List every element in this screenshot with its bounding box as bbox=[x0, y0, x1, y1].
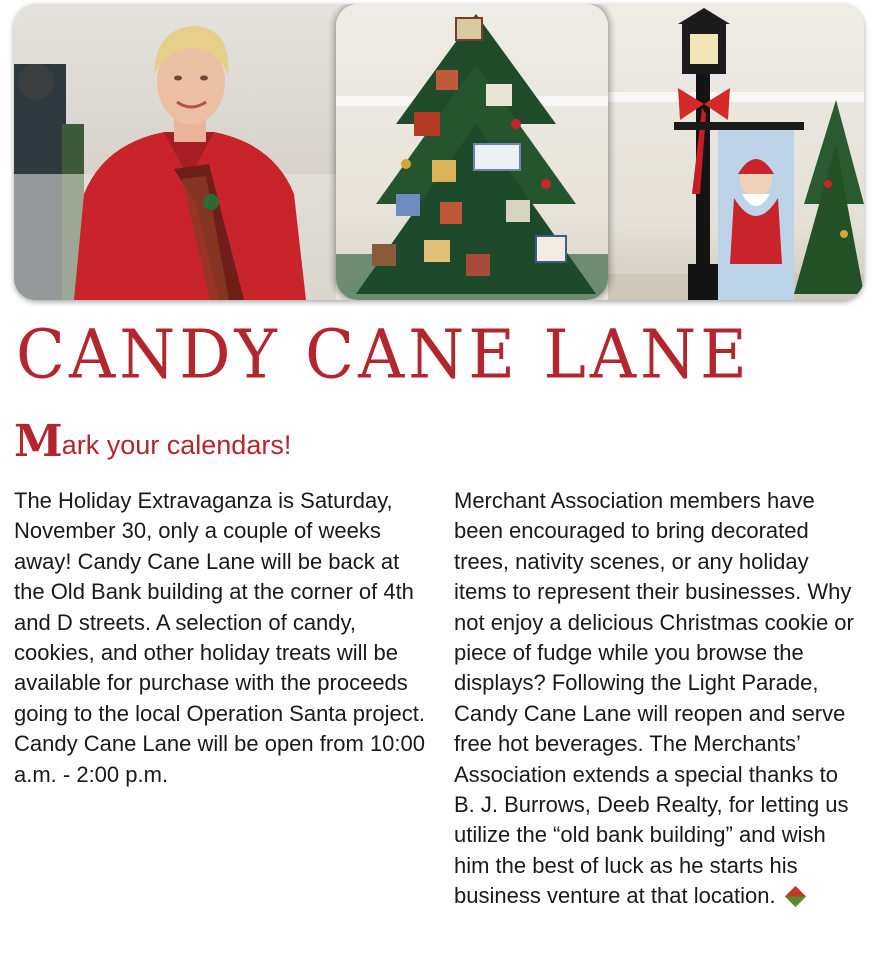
photo-lamp-santa-banner bbox=[608, 4, 864, 300]
body-column-left bbox=[14, 486, 434, 790]
subheading-text: ark your calendars! bbox=[61, 430, 292, 460]
diamond-end-mark-icon bbox=[785, 886, 806, 907]
body-column-right bbox=[454, 486, 864, 912]
photo-woman-red-shirt bbox=[14, 4, 336, 300]
subheading-drop-cap: M bbox=[14, 416, 62, 467]
body-text-left: The Holiday Extravaganza is Saturday, November 30, only a couple of weeks away! Candy Cane Lane will be back at the Old Bank building at the corner of 4th and D streets. A selection of candy, cookies, and other holiday treats will be available for purchase with the proceeds going to the local Operation Santa project. Candy Cane Lane will be open from 10:00 a.m. - 2:00 p.m. bbox=[14, 488, 425, 787]
subheading bbox=[14, 416, 292, 467]
photo-strip bbox=[14, 4, 864, 300]
photo-decorated-tree bbox=[336, 4, 608, 300]
body-text-right: Merchant Association members have been encouraged to bring decorated trees, nativity scenes, or any holiday items to represent their businesses. Why not enjoy a delicious Christmas cookie or piece of fudge while you browse the displays? Following the Light Parade, Candy Cane Lane will reopen and serve free hot beverages. The Merchants’ Association extends a special thanks to B. J. Burrows, Deeb Realty, for letting us utilize the “old bank building” and wish him the best of luck as he starts his business venture at that location. bbox=[454, 488, 854, 909]
page-title: CANDY CANE LANE bbox=[16, 316, 751, 395]
